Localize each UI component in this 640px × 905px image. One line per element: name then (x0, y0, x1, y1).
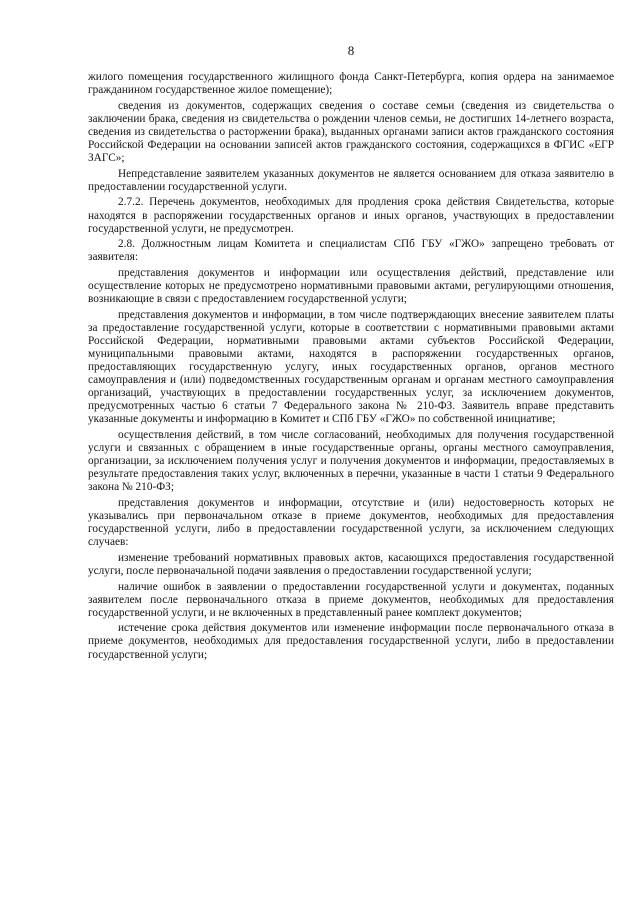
paragraph: представления документов и информации, отсутствие и (или) недостоверность которых не указывались при первоначальном отказе в приеме документов, необходимых для предоставления государственной услуги, либо в предоставлении государственной услуги, за исключением следующих случаев: (88, 496, 614, 549)
paragraph: изменение требований нормативных правовых актов, касающихся предоставления государственной услуги, после первоначальной подачи заявления о предоставлении государственной услуги; (88, 551, 614, 577)
paragraph: представления документов и информации или осуществления действий, представление или осуществление которых не предусмотрено нормативными правовыми актами, регулирующими отношения, возникающие в связи с предоставлением государственной услуги; (88, 267, 614, 306)
paragraph: сведения из документов, содержащих сведения о составе семьи (сведения из свидетельства о заключении брака, сведения из свидетельства о рождении членов семьи, не достигших 14-летнего возраста, сведения из свидетельства о расторжении брака), выданных органами записи актов гражданского состояния Российской Федерации на основании записей актов гражданского состояния, содержащихся в ФГИС «ЕГР ЗАГС»; (88, 99, 614, 164)
paragraph: 2.8. Должностным лицам Комитета и специалистам СПб ГБУ «ГЖО» запрещено требовать от заявителя: (88, 238, 614, 264)
paragraph: наличие ошибок в заявлении о предоставлении государственной услуги и документах, поданных заявителем после первоначального отказа в приеме документов, необходимых для предоставления государственной услуги, и не включенных в представленный ранее комплект документов; (88, 580, 614, 619)
page-number: 8 (347, 43, 355, 58)
paragraph: представления документов и информации, в том числе подтверждающих внесение заявителем платы за предоставление государственной услуги, которые в соответствии с нормативными правовыми актами Российской Федерации, нормативными правовыми актами субъектов Российской Федерации, муниципальными правовыми актами, находятся в распоряжении государственных органов, предоставляющих государственную услугу, иных государственных органов, органов местного самоуправления и (или) подведомственных государственным органам и органам местного самоуправления организаций, участвующих в предоставлении государственных услуг, за исключением документов, предусмотренных частью 6 статьи 7 Федерального закона № 210-ФЗ. Заявитель вправе представить указанные документы и информацию в Комитет и СПб ГБУ «ГЖО» по собственной инициативе; (88, 308, 614, 426)
paragraph: Непредставление заявителем указанных документов не является основанием для отказа заявителю в предоставлении государственной услуги. (88, 167, 614, 193)
paragraph: 2.7.2. Перечень документов, необходимых для продления срока действия Свидетельства, которые находятся в распоряжении государственных органов и иных органов, участвующих в предоставлении государственной услуги, не предусмотрен. (88, 196, 614, 235)
document-body (88, 71, 614, 664)
paragraph: истечение срока действия документов или изменение информации после первоначального отказа в приеме документов, необходимых для предоставления государственной услуги, либо в предоставлении государственной услуги; (88, 622, 614, 661)
paragraph: осуществления действий, в том числе согласований, необходимых для получения государственной услуги и связанных с обращением в иные государственные органы, органы местного самоуправления, организации, за исключением получения услуг и получения документов и информации, предоставляемых в результате предоставления таких услуг, включенных в перечни, указанные в части 1 статьи 9 Федерального закона № 210-ФЗ; (88, 429, 614, 494)
paragraph: жилого помещения государственного жилищного фонда Санкт-Петербурга, копия ордера на занимаемое гражданином государственное жилое помещение); (88, 71, 614, 97)
